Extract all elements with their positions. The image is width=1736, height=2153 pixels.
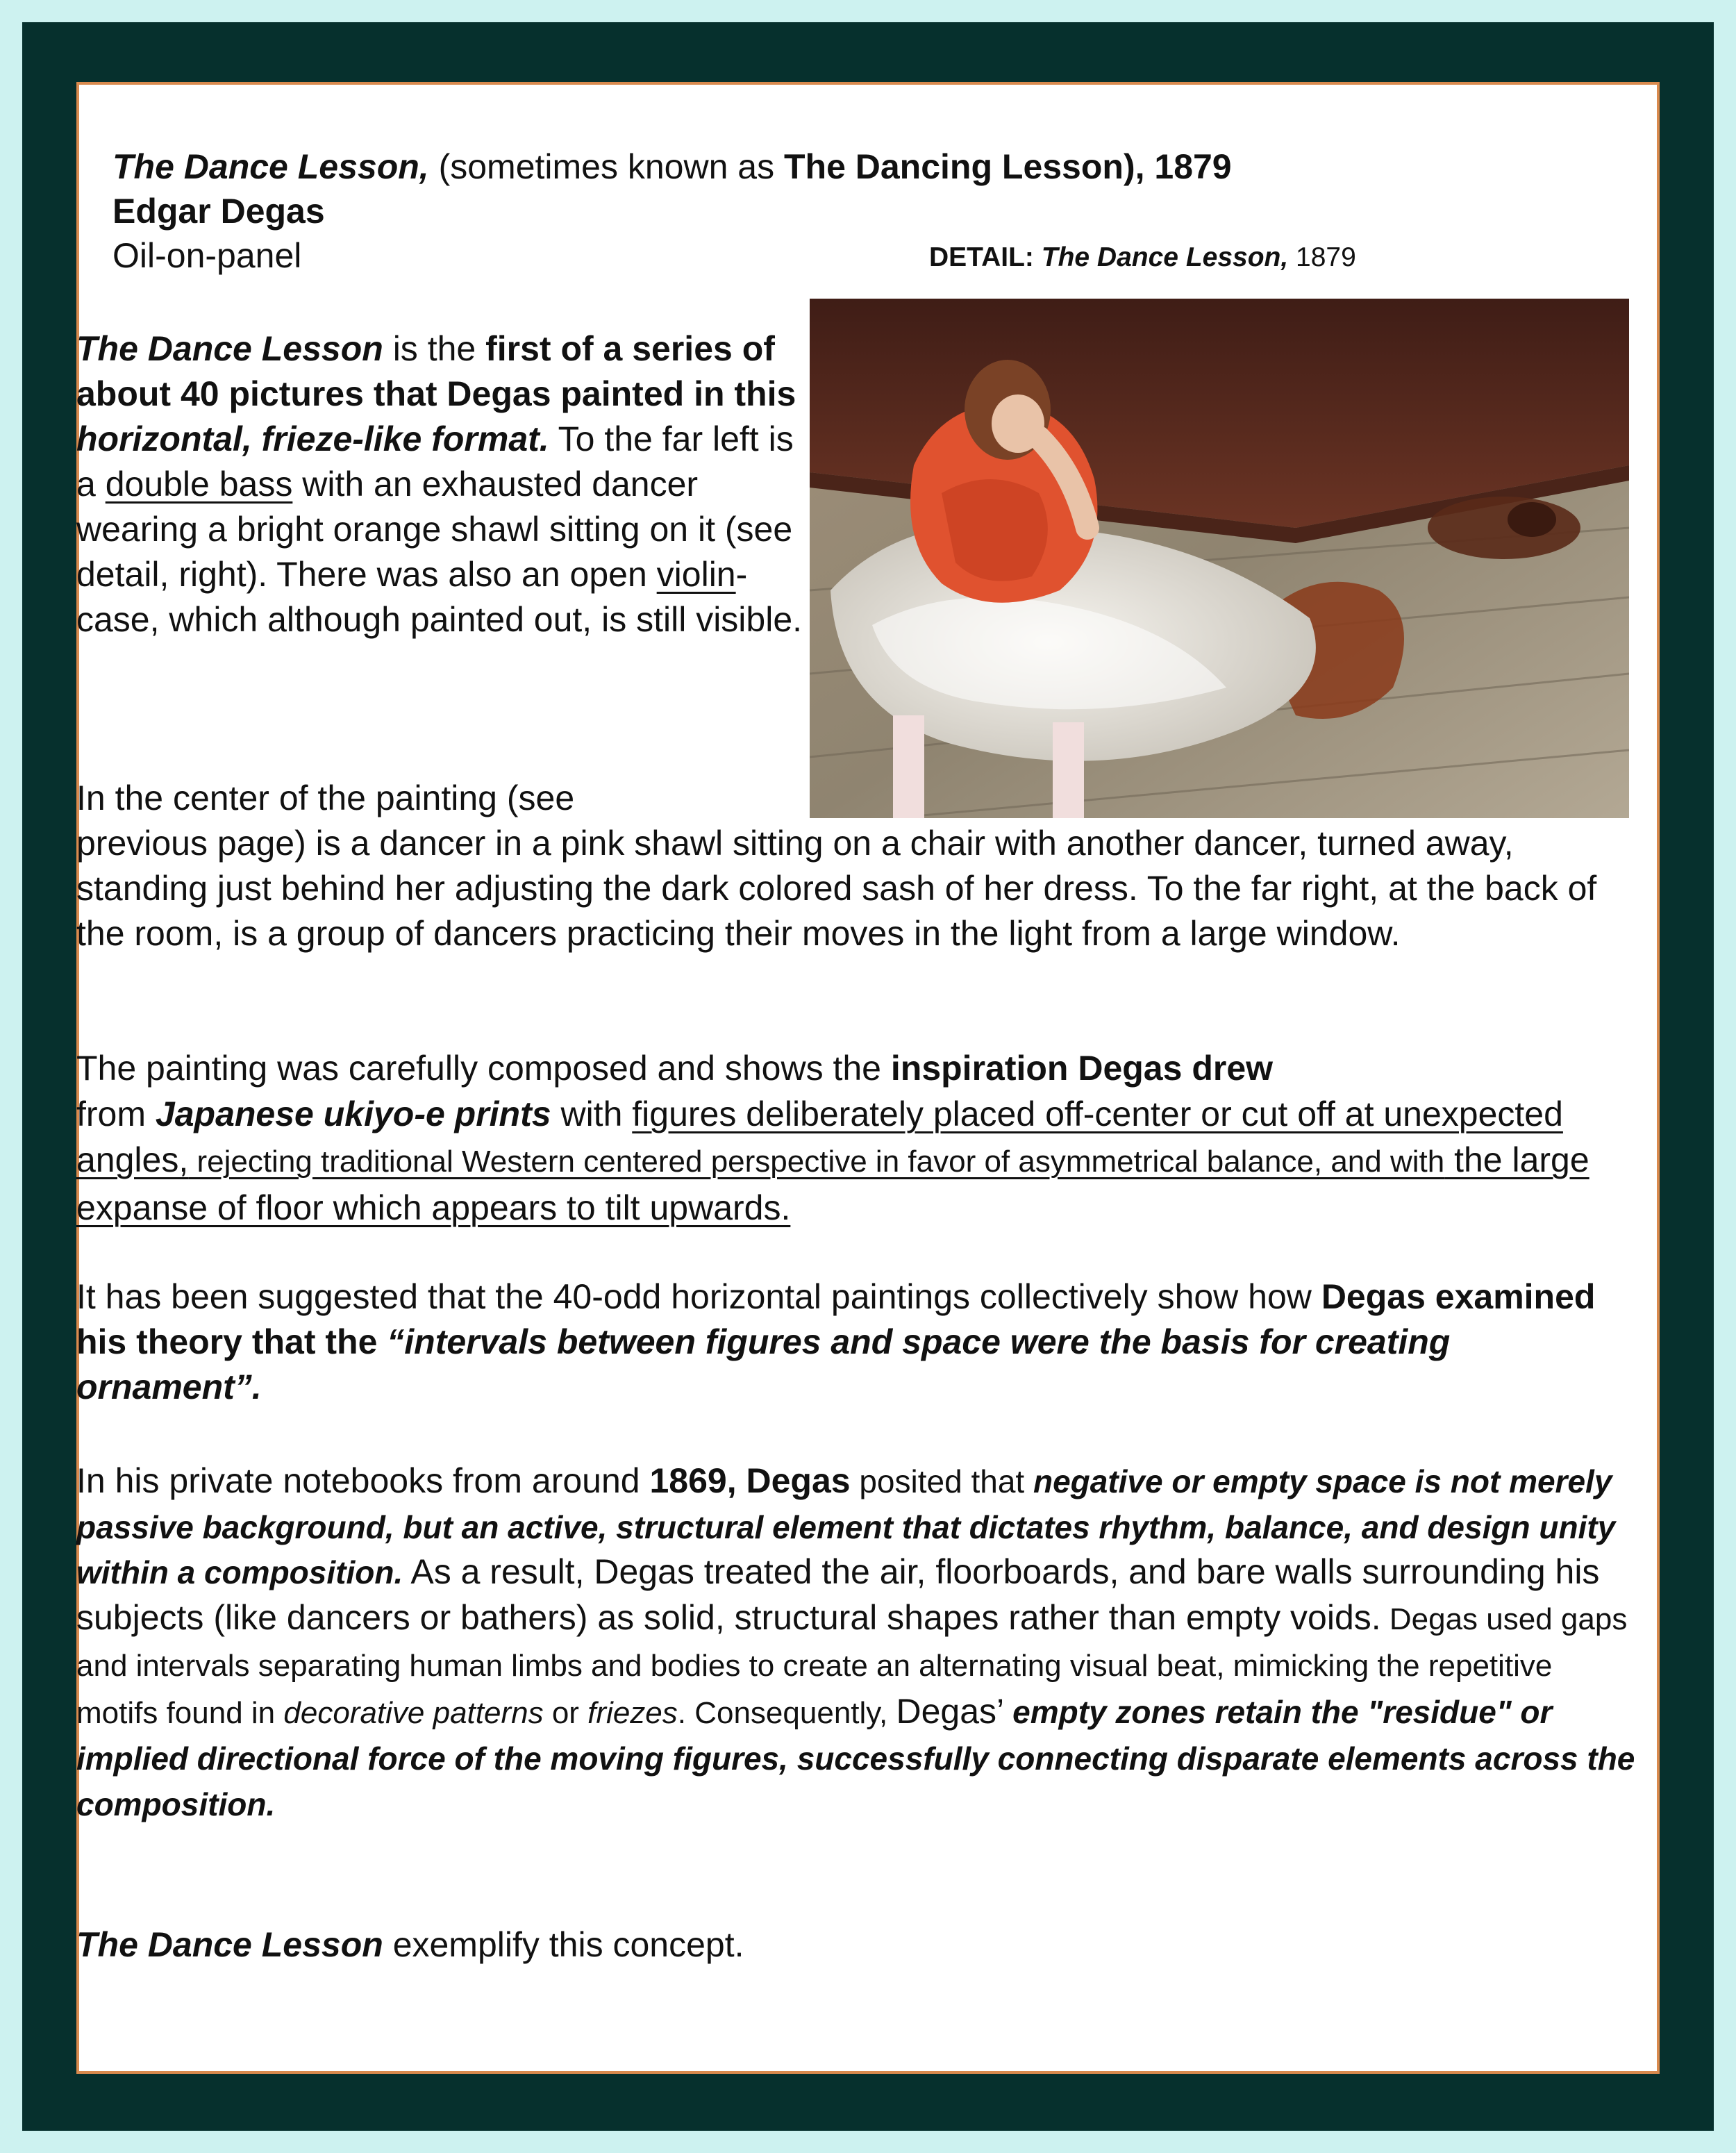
paragraph-composition: [76, 1045, 1635, 1231]
p6-title: The Dance Lesson: [76, 1925, 383, 1964]
p3-bold-italic: Japanese ukiyo-e prints: [155, 1095, 551, 1133]
artwork-title-line: [112, 144, 1232, 189]
p5-italic-b: friezes: [587, 1695, 678, 1730]
paragraph-notebooks: [76, 1458, 1635, 1827]
detail-title: The Dance Lesson,: [1041, 242, 1289, 272]
p2-line1: In the center of the painting (see: [76, 779, 575, 817]
p3-text-c: with: [551, 1095, 633, 1133]
p5-bold: 1869, Degas: [649, 1461, 851, 1500]
p5-text-c: As a result, Degas treated the air, floorboards, and bare walls surrounding his subjects (like dancers or bathers) as solid, structural shapes rather than empty voids.: [76, 1552, 1600, 1637]
p3-text-b: from: [76, 1095, 156, 1133]
p1-underline-violin: violin: [656, 555, 736, 594]
p5-text-f: . Consequently,: [677, 1695, 896, 1730]
p1-text-d: -case, which although painted out, is still visible.: [76, 555, 803, 639]
p3-underline-c: the large expanse of floor which appears to tilt upwards.: [76, 1140, 1589, 1227]
alternate-title: The Dancing Lesson), 1879: [783, 147, 1232, 186]
detail-caption: [929, 240, 1356, 275]
paragraph-center: [76, 776, 1635, 956]
paragraph-theory: [76, 1274, 1635, 1410]
p1-bold: first of a series of about 40 pictures that Degas painted in this: [76, 329, 796, 413]
p1-text-b: To the far left is a: [76, 419, 794, 504]
title-aside: (sometimes known as: [428, 147, 784, 186]
p1-text-c: with an exhausted dancer wearing a bright orange shawl sitting on it (see detail, right). There was also an open: [76, 465, 793, 594]
p3-text-a: The painting was carefully composed and shows the: [76, 1049, 891, 1088]
p3-bold: inspiration Degas drew: [890, 1049, 1274, 1088]
p5-bold-italic-b: empty zones retain the "residue" or implied directional force of the moving figures, successfully connecting disparate elements across the composition.: [76, 1693, 1635, 1822]
artist-name: Edgar Degas: [112, 192, 325, 231]
p4-bold: Degas examined his theory that the: [76, 1277, 1596, 1361]
p5-bold-italic: negative or empty space is not merely passive background, but an active, structural element that dictates rhythm, balance, and design unity within a composition.: [76, 1463, 1616, 1590]
p5-text-d: Degas used gaps and intervals separating human limbs and bodies to create an alternating visual beat, mimicking the repetitive motifs found in: [76, 1602, 1628, 1730]
paragraph-conclusion: [76, 1922, 1635, 1968]
p4-quote: “intervals between figures and space were the basis for creating ornament”.: [76, 1322, 1451, 1406]
p4-text: It has been suggested that the 40-odd horizontal paintings collectively show how: [76, 1277, 1321, 1316]
p3-underline-a: figures deliberately placed off-center or cut off at unexpected angles,: [76, 1095, 1563, 1179]
p5-text-b: posited that: [850, 1463, 1033, 1499]
painting-detail-image: [810, 299, 1629, 818]
p3-underline-b: rejecting traditional Western centered perspective in favor of asymmetrical balance, and with: [188, 1145, 1445, 1179]
p5-text-a: In his private notebooks from around: [76, 1461, 650, 1500]
p2-rest: previous page) is a dancer in a pink shawl sitting on a chair with another dancer, turned away, standing just behind her adjusting the dark colored sash of her dress. To the far right, at the back of the room, is a group of dancers practicing their moves in the light from a large window.: [76, 824, 1597, 953]
detail-year: 1879: [1296, 242, 1356, 272]
artwork-title: The Dance Lesson,: [112, 147, 429, 186]
p5-italic-a: decorative patterns: [283, 1695, 544, 1730]
paragraph-intro: [76, 326, 806, 642]
p5-text-e: or: [543, 1695, 588, 1730]
painting-detail-graphic: [810, 299, 1629, 818]
detail-label: DETAIL:: [929, 242, 1034, 272]
p1-title: The Dance Lesson: [76, 329, 383, 368]
p6-text: exemplify this concept.: [383, 1925, 744, 1964]
artwork-medium: Oil-on-panel: [112, 236, 302, 275]
p1-text-a: is the: [383, 329, 486, 368]
p5-text-g: Degas’: [896, 1691, 1013, 1731]
p1-bold-italic: horizontal, frieze-like format.: [76, 419, 549, 458]
p1-underline-bass: double bass: [105, 465, 293, 504]
